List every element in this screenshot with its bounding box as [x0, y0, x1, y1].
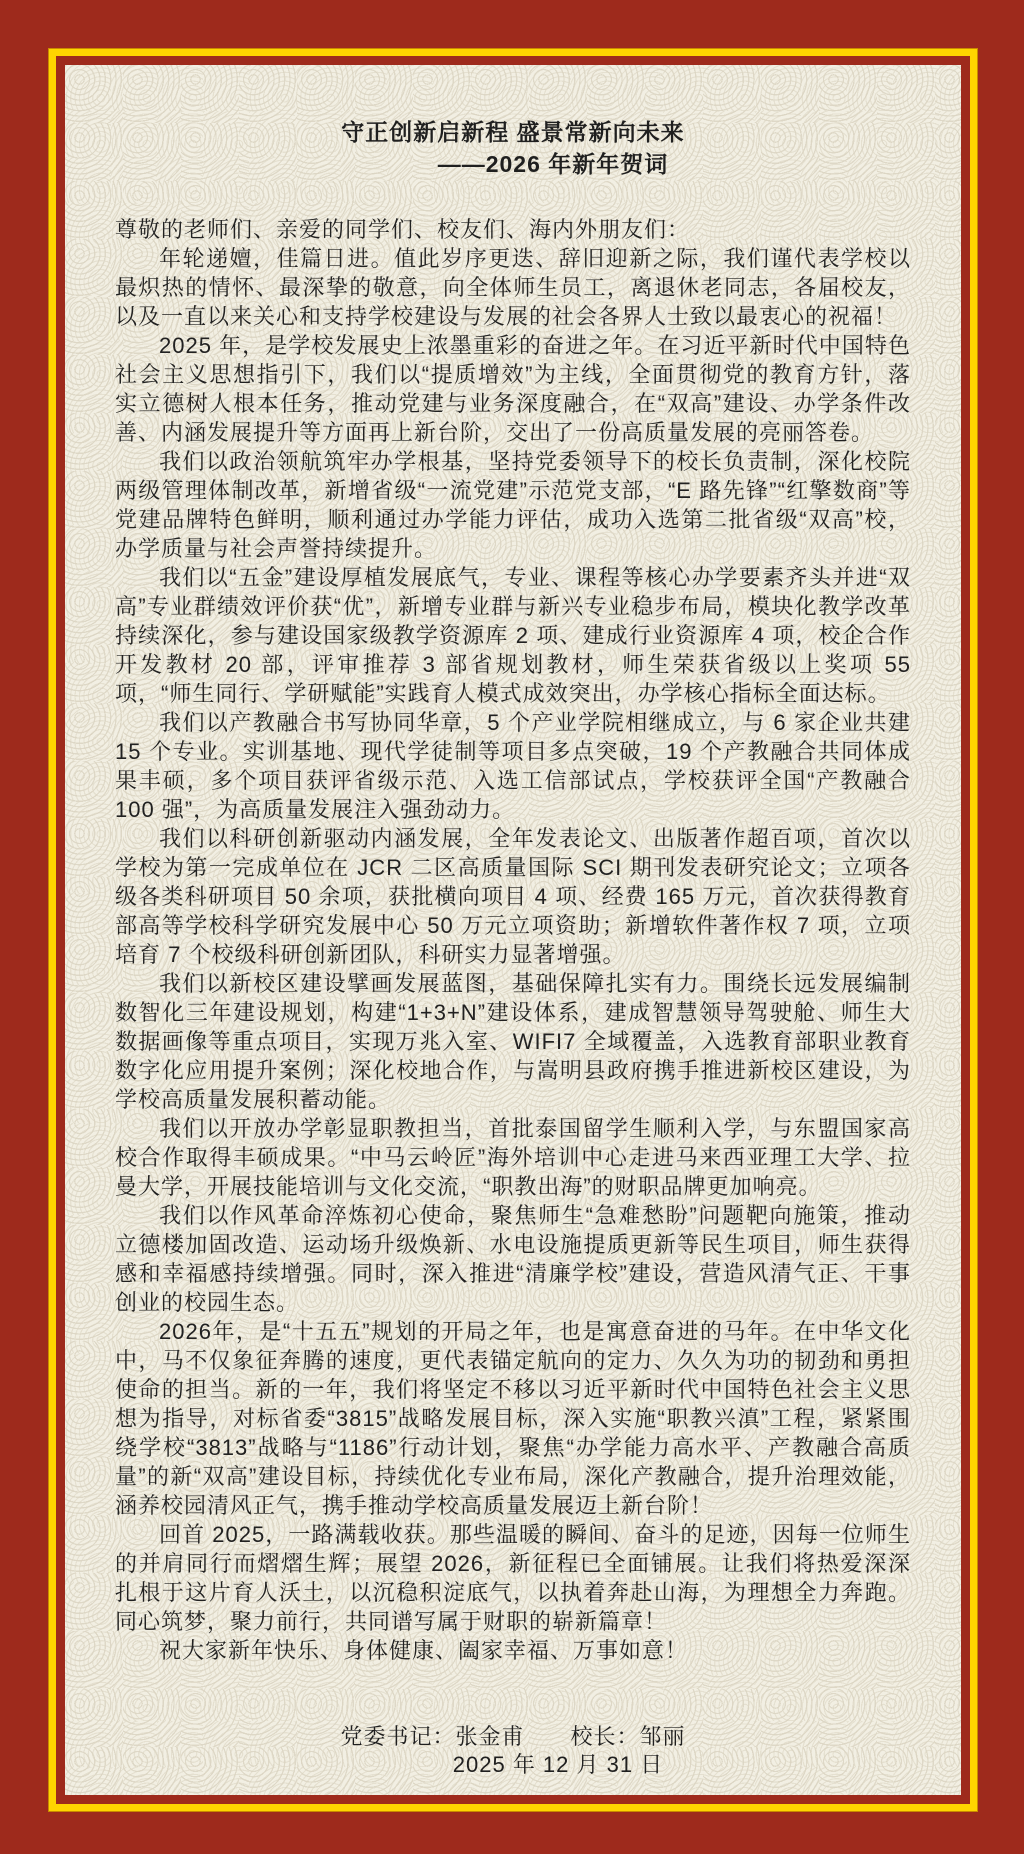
paragraph: 祝大家新年快乐、身体健康、阖家幸福、万事如意！: [159, 1638, 689, 1663]
gold-frame-line: [48, 48, 978, 1812]
paragraph: 我们以作风革命淬炼初心使命，聚焦师生“急难愁盼”问题靶向施策，推动立德楼加固改造、运动场升级焕新、水电设施提质更新等民生项目，师生获得感和幸福感持续增强。同时，深入推进“清廉学校”建设，营造风清气正、干事创业的校园生态。: [115, 1203, 911, 1315]
paragraph: 2026年，是“十五五”规划的开局之年，也是寓意奋进的马年。在中华文化中，马不仅象征奔腾的速度，更代表锚定航向的定力、久久为功的韧劲和勇担使命的担当。新的一年，我们将坚定不移以习近平新时代中国特色社会主义思想为指导，对标省委“3815”战略发展目标，深入实施“职教兴滇”工程，紧紧围绕学校“3813”战略与“1186”行动计划，聚焦“办学能力高水平、产教融合高质量”的新“双高”建设目标，持续优化专业布局，深化产教融合，提升治理效能，涵养校园清风正气，携手推动学校高质量发展迈上新台阶！: [115, 1319, 911, 1518]
paragraph: 2025 年，是学校发展史上浓墨重彩的奋进之年。在习近平新时代中国特色社会主义思想指引下，我们以“提质增效”为主线，全面贯彻党的教育方针，落实立德树人根本任务，推动党建与业务深度融合，在“双高”建设、办学条件改善、内涵发展提升等方面再上新台阶，交出了一份高质量发展的亮丽答卷。: [115, 333, 911, 445]
letter-subtitle: ——2026 年新年贺词: [437, 151, 669, 177]
letter-content: [65, 65, 961, 1665]
paragraph: 我们以新校区建设擘画发展蓝图，基础保障扎实有力。围绕长远发展编制数智化三年建设规划，构建“1+3+N”建设体系，建成智慧领导驾驶舱、师生大数据画像等重点项目，实现万兆入室、WIFI7 全域覆盖，入选教育部职业教育数字化应用提升案例；深化校地合作，与嵩明县政府携手推进新校区建设，为学校高质量发展积蓄动能。: [115, 971, 911, 1112]
paragraph: 我们以产教融合书写协同华章，5 个产业学院相继成立，与 6 家企业共建 15 个专业。实训基地、现代学徒制等项目多点突破，19 个产教融合共同体成果丰硕，多个项目获评省级示范、入选工信部试点，学校获评全国“产教融合 100 强”，为高质量发展注入强劲动力。: [115, 710, 911, 822]
inner-red-frame: [56, 56, 970, 1804]
signature-names: 党委书记：张金甫 校长：邹丽: [340, 1724, 686, 1749]
paragraph: 回首 2025，一路满载收获。那些温暖的瞬间、奋斗的足迹，因每一位师生的并肩同行而熠熠生辉；展望 2026，新征程已全面铺展。让我们将热爱深深扎根于这片育人沃土，以沉稳积淀底气，以执着奔赴山海，为理想全力奔跑。同心筑梦，聚力前行，共同谱写属于财职的崭新篇章！: [115, 1522, 911, 1634]
paragraph: 我们以政治领航筑牢办学根基，坚持党委领导下的校长负责制，深化校院两级管理体制改革，新增省级“一流党建”示范党支部，“E 路先锋”“红擎数商”等党建品牌特色鲜明，顺利通过办学能力评估，成功入选第二批省级“双高”校，办学质量与社会声誉持续提升。: [115, 449, 911, 561]
paragraph: 我们以“五金”建设厚植发展底气，专业、课程等核心办学要素齐头并进“双高”专业群绩效评价获“优”，新增专业群与新兴专业稳步布局，模块化教学改革持续深化，参与建设国家级教学资源库 2 项、建成行业资源库 4 项，校企合作开发教材 20 部，评审推荐 3 部省规划教材，师生荣获省级以上奖项 55 项，“师生同行、学研赋能”实践育人模式成效突出，办学核心指标全面达标。: [115, 565, 911, 706]
letter-paper: [65, 65, 961, 1795]
signature-block: [65, 1723, 961, 1779]
paragraph: 年轮递嬗，佳篇日进。值此岁序更迭、辞旧迎新之际，我们谨代表学校以最炽热的情怀、最深挚的敬意，向全体师生员工，离退休老同志，各届校友，以及一直以来关心和支持学校建设与发展的社会各界人士致以最衷心的祝福！: [115, 246, 911, 329]
letter-body: [115, 215, 911, 1665]
signature-date: 2025 年 12 月 31 日: [452, 1752, 664, 1777]
paragraph: 我们以开放办学彰显职教担当，首批泰国留学生顺利入学，与东盟国家高校合作取得丰硕成果。“中马云岭匠”海外培训中心走进马来西亚理工大学、拉曼大学，开展技能培训与文化交流，“职教出海”的财职品牌更加响亮。: [115, 1116, 911, 1199]
salutation: 尊敬的老师们、亲爱的同学们、校友们、海内外朋友们：: [115, 217, 691, 242]
paragraph: 我们以科研创新驱动内涵发展，全年发表论文、出版著作超百项，首次以学校为第一完成单位在 JCR 二区高质量国际 SCI 期刊发表研究论文；立项各级各类科研项目 50 余项，获批横向项目 4 项、经费 165 万元，首次获得教育部高等学校科学研究发展中心 50 万元立项资助；新增软件著作权 7 项，立项培育 7 个校级科研创新团队，科研实力显著增强。: [115, 826, 911, 967]
letter-title: 守正创新启新程 盛景常新向未来: [341, 119, 685, 145]
